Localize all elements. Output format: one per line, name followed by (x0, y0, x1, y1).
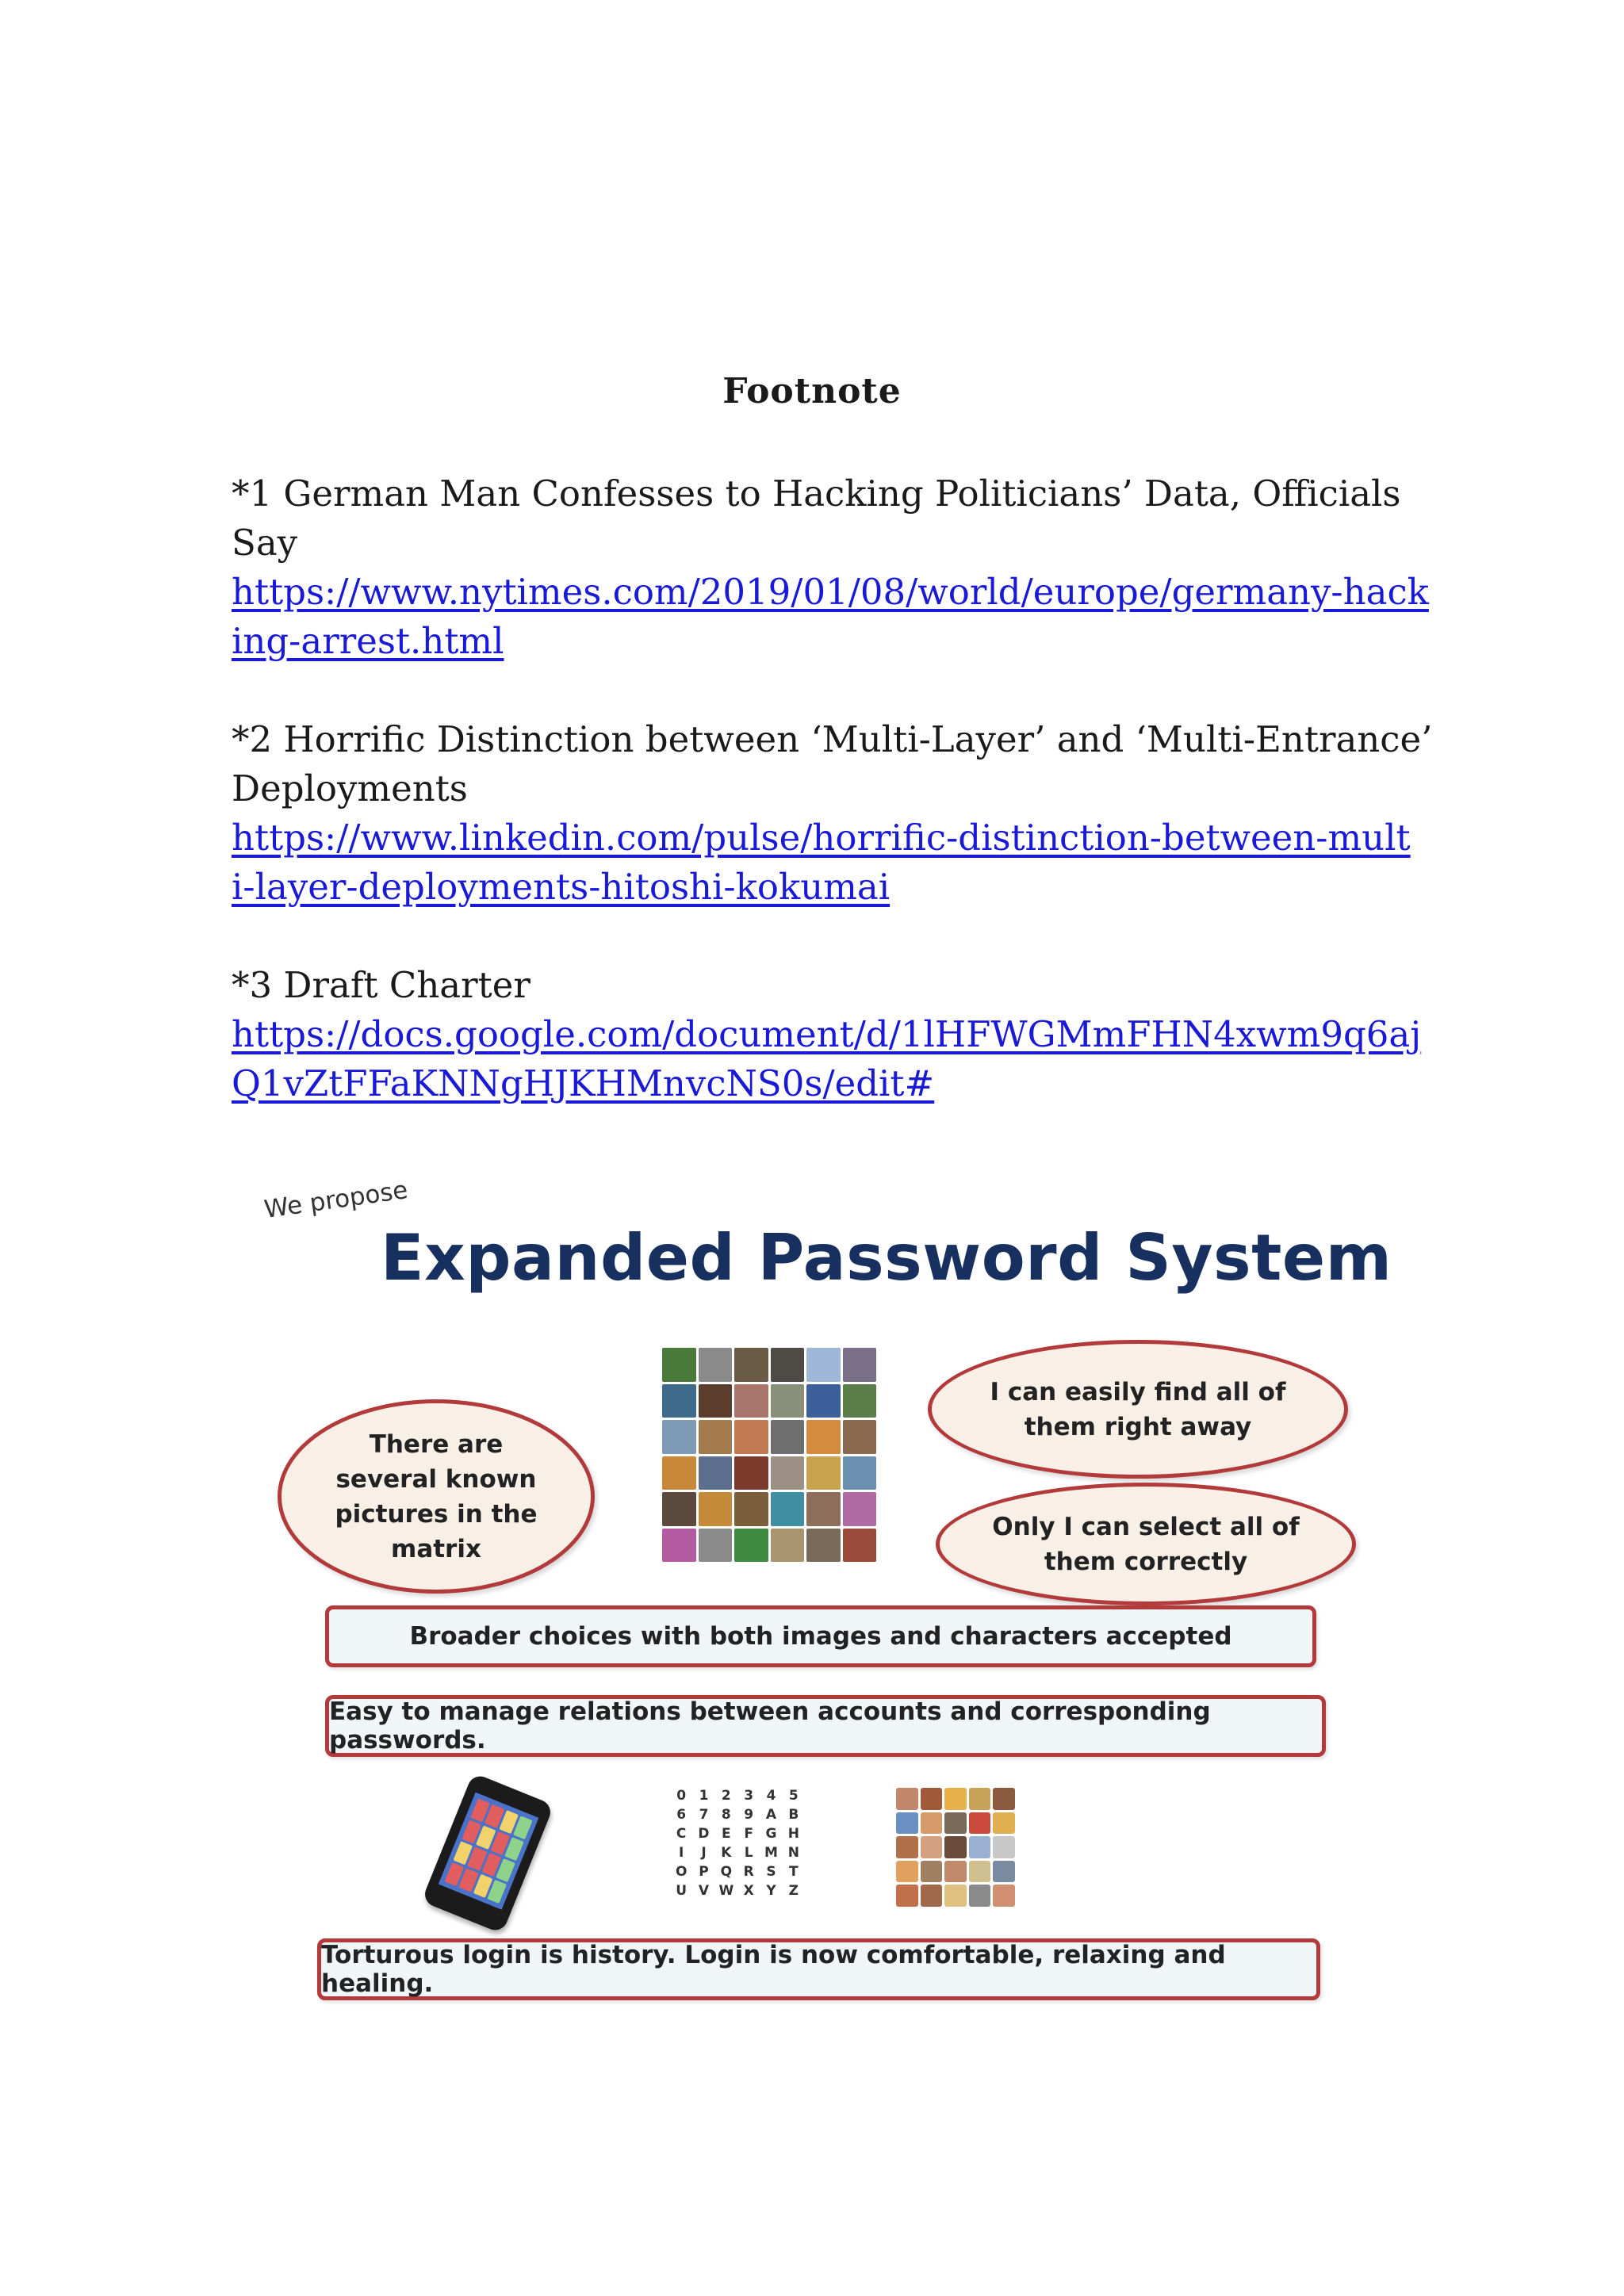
bar-easy-manage: Easy to manage relations between accounts and corresponding passwords. (325, 1695, 1326, 1757)
matrix-image-tile (662, 1456, 696, 1490)
character-cell: W (718, 1883, 734, 1899)
oval-text: them right away (1024, 1412, 1252, 1441)
small-matrix-image-tile (944, 1885, 967, 1907)
matrix-image-tile (734, 1348, 768, 1382)
small-matrix-image-tile (921, 1861, 943, 1883)
oval-text: Only I can select all of (992, 1512, 1300, 1541)
matrix-image-tile (699, 1492, 733, 1526)
character-cell: V (698, 1883, 710, 1899)
character-cell: 9 (744, 1807, 754, 1823)
small-matrix-image-tile (921, 1788, 943, 1810)
small-matrix-image-tile (921, 1836, 943, 1858)
matrix-image-tile (843, 1420, 877, 1454)
character-cell: T (789, 1864, 799, 1880)
oval-text: pictures in the (335, 1499, 538, 1529)
oval-text: them correctly (1044, 1547, 1248, 1576)
figure-propose-text: We propose (262, 1175, 410, 1224)
character-cell: L (744, 1845, 753, 1861)
figure-title: Expanded Password System (381, 1221, 1392, 1295)
footnote-heading: *1 German Man Confesses to Hacking Politicians’ Data, Officials (232, 473, 1401, 515)
matrix-image-tile (662, 1492, 696, 1526)
footnote-heading: *3 Draft Charter (232, 964, 530, 1006)
small-matrix-image-tile (896, 1812, 918, 1835)
page-title: Footnote (722, 371, 902, 411)
matrix-image-tile (806, 1492, 841, 1526)
matrix-image-tile (734, 1529, 768, 1563)
small-matrix-image-tile (993, 1812, 1015, 1835)
matrix-image-tile (734, 1492, 768, 1526)
matrix-image-tile (843, 1529, 877, 1563)
oval-text: There are (369, 1429, 504, 1459)
footnote-heading: Deployments (232, 767, 468, 809)
character-cell: 0 (676, 1788, 687, 1804)
character-cell: 7 (699, 1807, 709, 1823)
character-cell: C (676, 1826, 687, 1842)
footnote-link[interactable]: https://docs.google.com/document/d/1lHFWGMmFHN4xwm9q6aj (232, 1013, 1422, 1055)
matrix-image-tile (699, 1456, 733, 1490)
character-cell: 3 (744, 1788, 754, 1804)
small-matrix-image-tile (944, 1812, 967, 1835)
small-matrix-image-tile (993, 1788, 1015, 1810)
matrix-image-tile (771, 1456, 805, 1490)
character-cell: G (765, 1826, 777, 1842)
footnote-3 (232, 961, 1422, 1108)
character-cell: K (721, 1845, 732, 1861)
bar-broader-choices: Broader choices with both images and characters accepted (325, 1605, 1316, 1667)
matrix-image-tile (806, 1348, 841, 1382)
footnote-link[interactable]: https://www.nytimes.com/2019/01/08/world/europe/germany-hack (232, 571, 1429, 613)
character-cell: 1 (699, 1788, 709, 1804)
character-cell: A (765, 1807, 777, 1823)
small-matrix-image-tile (921, 1812, 943, 1835)
character-cell: F (744, 1826, 753, 1842)
matrix-image-tile (734, 1384, 768, 1418)
footnote-heading: *2 Horrific Distinction between ‘Multi-Layer’ and ‘Multi-Entrance’ (232, 718, 1433, 760)
footnote-link[interactable]: i-layer-deployments-hitoshi-kokumai (232, 866, 891, 908)
small-matrix-image-tile (896, 1788, 918, 1810)
character-cell: P (699, 1864, 709, 1880)
matrix-image-tile (806, 1384, 841, 1418)
character-grid (670, 1788, 805, 1899)
matrix-image-tile (699, 1348, 733, 1382)
footnote-link[interactable]: https://www.linkedin.com/pulse/horrific-distinction-between-mult (232, 817, 1411, 859)
character-cell: 4 (766, 1788, 776, 1804)
oval-select-correctly (936, 1483, 1356, 1605)
character-cell: I (679, 1845, 684, 1861)
image-matrix (662, 1348, 876, 1562)
bar-login-history: Torturous login is history. Login is now comfortable, relaxing and healing. (317, 1938, 1320, 2000)
footnote-1 (232, 469, 1429, 666)
character-cell: M (764, 1845, 778, 1861)
small-matrix-image-tile (896, 1885, 918, 1907)
matrix-image-tile (771, 1529, 805, 1563)
matrix-image-tile (699, 1420, 733, 1454)
character-cell: Y (766, 1883, 776, 1899)
matrix-image-tile (771, 1492, 805, 1526)
character-cell: N (787, 1845, 799, 1861)
footnote-heading: Say (232, 522, 298, 564)
matrix-image-tile (771, 1420, 805, 1454)
matrix-image-tile (806, 1529, 841, 1563)
footnote-link[interactable]: Q1vZtFFaKNNgHJKHMnvcNS0s/edit# (232, 1062, 935, 1104)
small-matrix-image-tile (921, 1885, 943, 1907)
matrix-image-tile (806, 1456, 841, 1490)
phone-screen (439, 1793, 539, 1910)
oval-text: matrix (391, 1534, 481, 1563)
character-cell: 2 (721, 1788, 731, 1804)
character-cell: J (701, 1845, 707, 1861)
small-matrix-image-tile (896, 1861, 918, 1883)
matrix-image-tile (843, 1456, 877, 1490)
matrix-image-tile (662, 1384, 696, 1418)
small-matrix-image-tile (993, 1885, 1015, 1907)
character-cell: B (788, 1807, 799, 1823)
matrix-image-tile (662, 1529, 696, 1563)
expanded-password-figure (254, 1173, 1396, 2030)
character-cell: R (743, 1864, 754, 1880)
footnote-link[interactable]: ing-arrest.html (232, 620, 504, 662)
small-matrix-image-tile (944, 1788, 967, 1810)
matrix-image-tile (734, 1456, 768, 1490)
matrix-image-tile (771, 1348, 805, 1382)
matrix-image-tile (662, 1348, 696, 1382)
character-cell: H (787, 1826, 799, 1842)
oval-known-pictures (278, 1399, 595, 1594)
small-matrix-image-tile (969, 1788, 991, 1810)
small-matrix-image-tile (969, 1885, 991, 1907)
character-cell: U (676, 1883, 688, 1899)
matrix-image-tile (771, 1384, 805, 1418)
character-cell: D (698, 1826, 710, 1842)
small-matrix-image-tile (944, 1836, 967, 1858)
small-matrix-image-tile (896, 1836, 918, 1858)
oval-text: I can easily find all of (990, 1377, 1286, 1406)
character-cell: Z (788, 1883, 799, 1899)
matrix-image-tile (734, 1420, 768, 1454)
small-matrix-image-tile (993, 1836, 1015, 1858)
oval-text: several known (335, 1464, 537, 1494)
character-cell: 5 (788, 1788, 799, 1804)
matrix-image-tile (699, 1384, 733, 1418)
small-image-matrix (896, 1788, 1015, 1907)
small-matrix-image-tile (969, 1861, 991, 1883)
matrix-image-tile (843, 1492, 877, 1526)
smartphone-icon (421, 1773, 554, 1934)
small-matrix-image-tile (993, 1861, 1015, 1883)
matrix-image-tile (843, 1384, 877, 1418)
character-cell: 8 (721, 1807, 731, 1823)
oval-find-easily (928, 1340, 1348, 1479)
character-cell: O (675, 1864, 688, 1880)
small-matrix-image-tile (969, 1812, 991, 1835)
character-cell: E (722, 1826, 731, 1842)
footnote-2 (232, 715, 1433, 912)
matrix-image-tile (806, 1420, 841, 1454)
character-cell: Q (720, 1864, 733, 1880)
character-cell: S (766, 1864, 776, 1880)
matrix-image-tile (699, 1529, 733, 1563)
character-cell: 6 (676, 1807, 687, 1823)
character-cell: X (743, 1883, 754, 1899)
matrix-image-tile (662, 1420, 696, 1454)
small-matrix-image-tile (969, 1836, 991, 1858)
matrix-image-tile (843, 1348, 877, 1382)
small-matrix-image-tile (944, 1861, 967, 1883)
